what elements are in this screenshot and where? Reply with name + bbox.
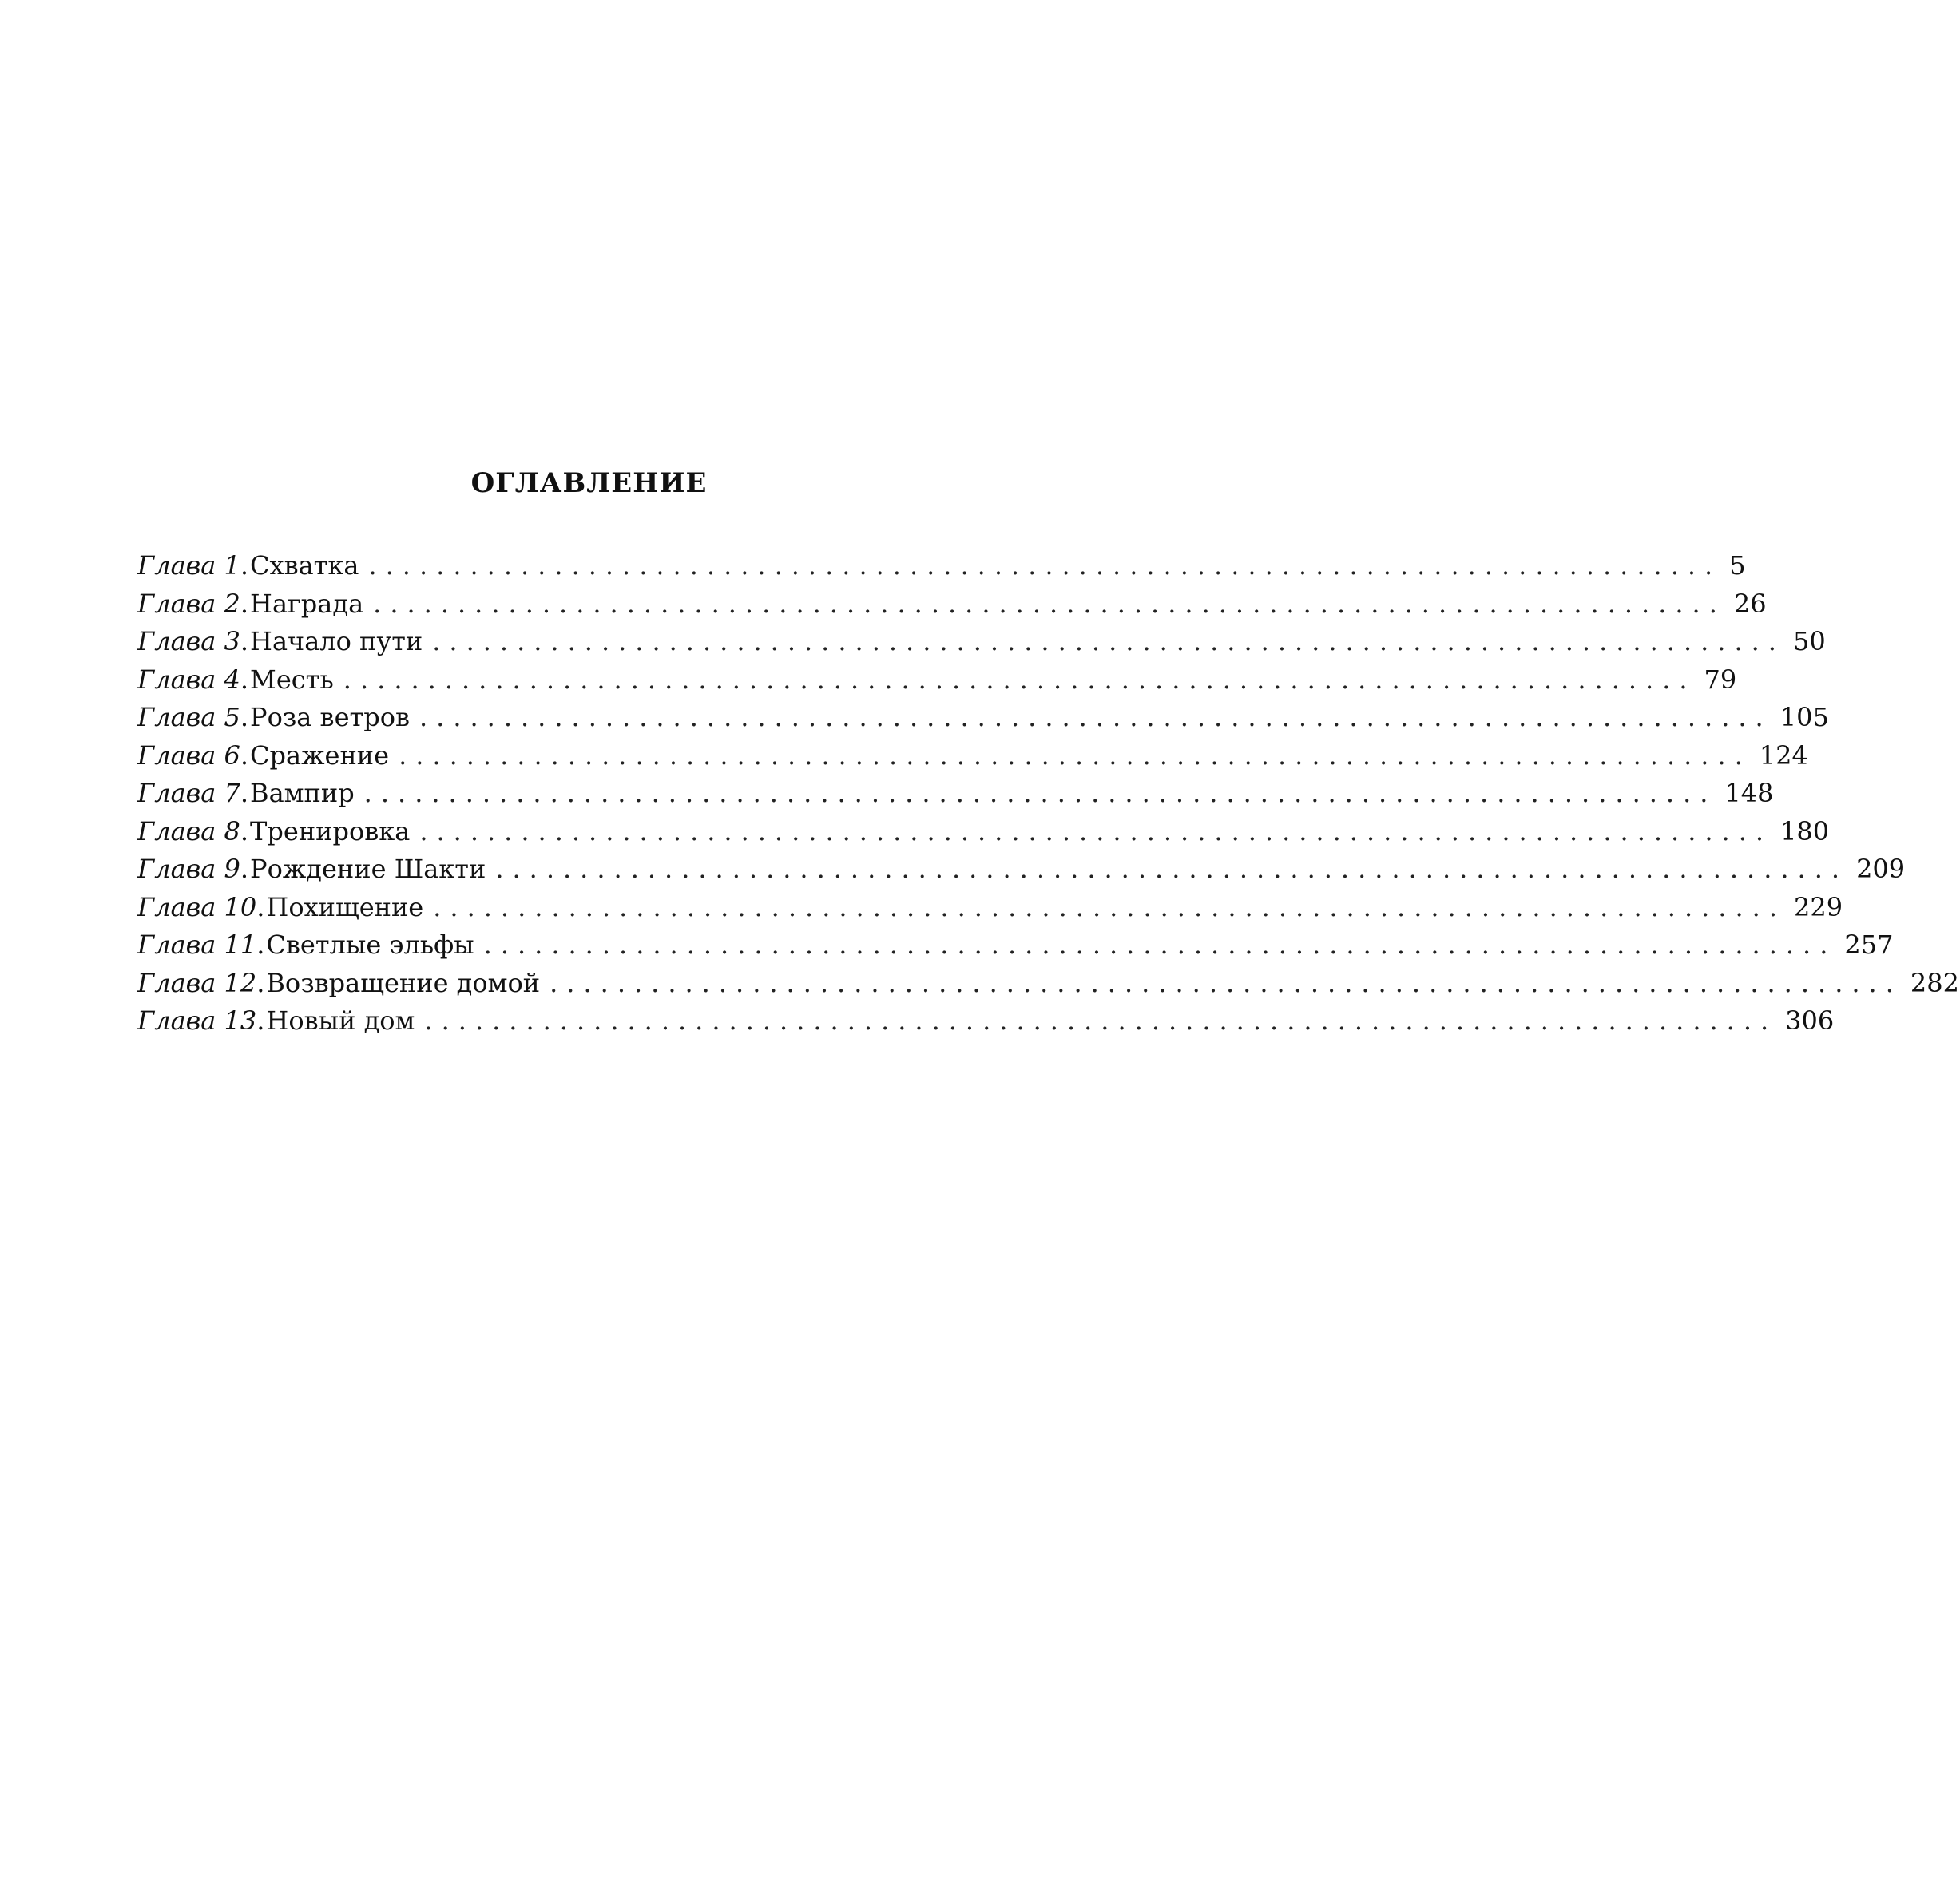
page-number: 257 (1844, 930, 1894, 960)
toc-entry[interactable]: Глава 2 . Награда ................................................................................ 26 (137, 585, 1053, 624)
chapter-label: Глава 3 (137, 626, 240, 656)
page-number: 282 (1910, 967, 1959, 998)
chapter-label: Глава 1 (137, 550, 240, 581)
toc-entry[interactable]: Глава 3 . Начало пути ................................................................................ 50 (137, 623, 1053, 661)
chapter-title: Награда (250, 588, 364, 619)
toc-list (137, 547, 1959, 1041)
chapter-label: Глава 9 (137, 854, 240, 884)
toc-entry[interactable]: Глава 13 . Новый дом ................................................................................ 306 (137, 1002, 1053, 1041)
toc-entry[interactable]: Глава 9 . Рождение Шакти ................................................................................ 209 (137, 850, 1053, 889)
chapter-label: Глава 8 (137, 815, 240, 846)
dot-leader: ................................................................................ (432, 626, 1785, 656)
chapter-title: Светлые эльфы (266, 930, 474, 960)
dot-leader: ................................................................................ (343, 664, 1696, 695)
toc-entry[interactable]: Глава 4 . Месть ................................................................................ 79 (137, 661, 1053, 700)
page-number: 50 (1792, 626, 1826, 656)
chapter-label: Глава 2 (137, 588, 240, 619)
toc-entry[interactable]: Глава 12 . Возвращение домой ................................................................................ 282 (137, 965, 1053, 1003)
dot-leader: ................................................................................ (399, 739, 1752, 771)
chapter-title: Похищение (266, 891, 424, 922)
dot-leader: ................................................................................ (495, 854, 1849, 884)
chapter-label: Глава 12 (137, 967, 257, 998)
page-number: 5 (1729, 550, 1746, 581)
chapter-label: Глава 4 (137, 664, 240, 695)
dot-leader: ................................................................................ (419, 702, 1772, 732)
toc-entry[interactable]: Глава 7 . Вампир ................................................................................ 148 (137, 775, 1053, 813)
page-number: 209 (1856, 854, 1906, 884)
dot-leader: ................................................................................ (550, 967, 1902, 998)
chapter-title: Тренировка (250, 815, 411, 846)
toc-entry[interactable]: Глава 1 . Схватка ................................................................................ 5 (137, 547, 1053, 585)
dot-leader: ................................................................................ (433, 891, 1786, 922)
dot-leader: ................................................................................ (424, 1005, 1778, 1036)
chapter-label: Глава 11 (137, 930, 257, 960)
chapter-title: Возвращение домой (266, 967, 541, 998)
chapter-label: Глава 10 (137, 891, 257, 922)
toc-entry[interactable]: Глава 8 . Тренировка ................................................................................ 180 (137, 813, 1053, 851)
dot-leader: ................................................................................ (483, 930, 1837, 960)
page-number: 306 (1785, 1005, 1835, 1036)
dot-leader: ................................................................................ (363, 778, 1717, 808)
chapter-title: Новый дом (266, 1005, 415, 1036)
chapter-label: Глава 6 (137, 739, 240, 771)
toc-entry[interactable]: Глава 5 . Роза ветров ................................................................................ 105 (137, 699, 1053, 737)
page-number: 105 (1779, 702, 1829, 732)
chapter-label: Глава 5 (137, 702, 240, 732)
dot-leader: ................................................................................ (368, 550, 1722, 581)
page-number: 79 (1704, 664, 1737, 695)
chapter-title: Начало пути (250, 626, 423, 656)
toc-title: ОГЛАВЛЕНИЕ (470, 467, 708, 499)
chapter-title: Месть (250, 664, 334, 695)
page-number: 148 (1724, 778, 1774, 808)
chapter-title: Вампир (250, 778, 355, 808)
chapter-label: Глава 13 (137, 1005, 257, 1036)
chapter-label: Глава 7 (137, 778, 240, 808)
page-number: 229 (1793, 891, 1843, 922)
toc-entry[interactable]: Глава 11 . Светлые эльфы ................................................................................ 257 (137, 926, 1053, 965)
chapter-title: Рождение Шакти (250, 854, 486, 884)
page-number: 180 (1780, 815, 1830, 846)
dot-leader: ................................................................................ (373, 588, 1726, 619)
page-number: 26 (1733, 588, 1767, 619)
chapter-title: Роза ветров (250, 702, 410, 732)
chapter-title: Схватка (250, 550, 359, 581)
toc-entry[interactable]: Глава 10 . Похищение ................................................................................ 229 (137, 889, 1053, 927)
dot-leader: ................................................................................ (419, 815, 1773, 846)
toc-entry[interactable]: Глава 6 . Сражение ................................................................................ 124 (137, 737, 1053, 775)
chapter-title: Сражение (250, 739, 390, 771)
page-number: 124 (1759, 739, 1808, 771)
